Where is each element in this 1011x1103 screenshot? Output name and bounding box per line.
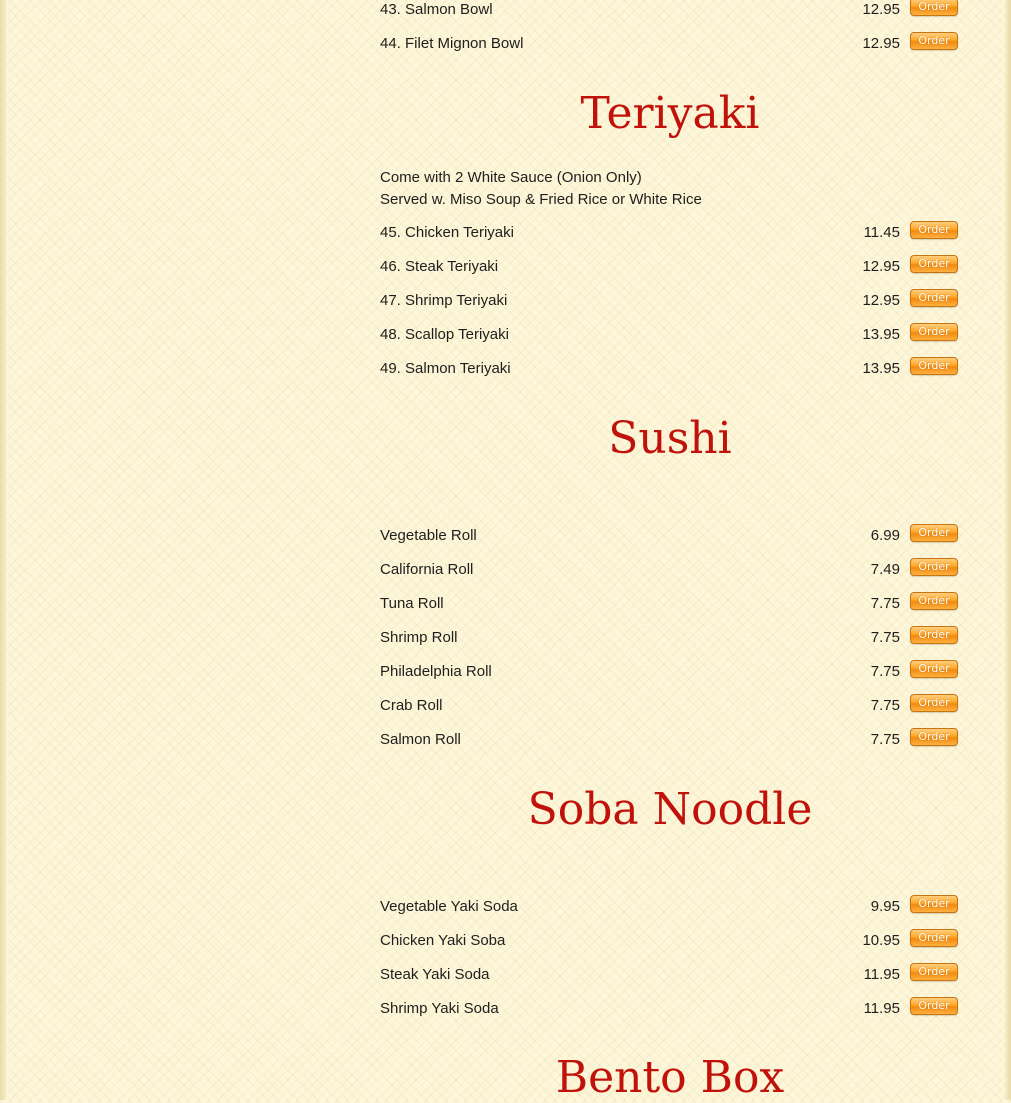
section-title-sushi: Sushi [608, 413, 732, 464]
order-button[interactable]: Order [910, 32, 958, 50]
order-button[interactable]: Order [910, 728, 958, 746]
menu-item-name: 46. Steak Teriyaki [380, 258, 499, 275]
menu-item-name: 48. Scallop Teriyaki [380, 326, 509, 343]
order-button[interactable]: Order [910, 524, 958, 542]
menu-item [380, 594, 960, 616]
menu-item-price: 7.75 [870, 731, 900, 748]
order-button[interactable]: Order [910, 289, 958, 307]
menu-item [380, 931, 960, 953]
order-button[interactable]: Order [910, 694, 958, 712]
menu-item [380, 965, 960, 987]
menu-item [380, 291, 960, 313]
menu-item-price: 7.75 [870, 697, 900, 714]
menu-item-price: 12.95 [862, 35, 900, 52]
menu-item-price: 12.95 [862, 292, 900, 309]
menu-item [380, 897, 960, 919]
order-button[interactable]: Order [910, 626, 958, 644]
menu-item [380, 662, 960, 684]
page-left-border [0, 0, 6, 1100]
order-button[interactable]: Order [910, 929, 958, 947]
menu-item [380, 325, 960, 347]
menu-item [380, 730, 960, 752]
menu-item [380, 999, 960, 1021]
menu-item-name: Philadelphia Roll [380, 663, 492, 680]
order-button[interactable]: Order [910, 895, 958, 913]
order-button[interactable]: Order [910, 323, 958, 341]
menu-item-name: Steak Yaki Soda [380, 966, 490, 983]
menu-item-name: 47. Shrimp Teriyaki [380, 292, 508, 309]
menu-item-name: California Roll [380, 561, 474, 578]
menu-item-name: Crab Roll [380, 697, 443, 714]
menu-item [380, 359, 960, 381]
section-title-teriyaki: Teriyaki [580, 88, 760, 139]
menu-item [380, 223, 960, 245]
page-right-border [1005, 0, 1011, 1100]
menu-item-name: Chicken Yaki Soba [380, 932, 506, 949]
order-button[interactable]: Order [910, 592, 958, 610]
menu-item-price: 7.75 [870, 663, 900, 680]
menu-item [380, 526, 960, 548]
menu-item-price: 7.49 [870, 561, 900, 578]
order-button[interactable]: Order [910, 357, 958, 375]
menu-item [380, 560, 960, 582]
menu-item-name: 45. Chicken Teriyaki [380, 224, 514, 241]
menu-item-name: Tuna Roll [380, 595, 444, 612]
menu-item-price: 6.99 [870, 527, 900, 544]
menu-item [380, 34, 960, 56]
menu-item-name: Shrimp Roll [380, 629, 458, 646]
menu-item-name: Vegetable Yaki Soda [380, 898, 518, 915]
menu-item-name: Vegetable Roll [380, 527, 477, 544]
menu-item-price: 11.95 [863, 966, 900, 983]
menu-item-price: 7.75 [870, 595, 900, 612]
menu-item-name: 44. Filet Mignon Bowl [380, 35, 524, 52]
menu-item-name: Shrimp Yaki Soda [380, 1000, 499, 1017]
menu-item-price: 13.95 [862, 326, 900, 343]
section-note: Served w. Miso Soup & Fried Rice or White Rice [380, 191, 702, 208]
menu-item-price: 10.95 [862, 932, 900, 949]
menu-item [380, 257, 960, 279]
order-button[interactable]: Order [910, 221, 958, 239]
order-button[interactable]: Order [910, 255, 958, 273]
menu-item-price: 11.95 [863, 1000, 900, 1017]
order-button[interactable]: Order [910, 558, 958, 576]
menu-item-name: 43. Salmon Bowl [380, 1, 493, 18]
menu-item-name: Salmon Roll [380, 731, 461, 748]
menu-item [380, 0, 960, 22]
menu-item-price: 9.95 [870, 898, 900, 915]
menu-item-name: 49. Salmon Teriyaki [380, 360, 511, 377]
order-button[interactable]: Order [910, 963, 958, 981]
menu-item-price: 7.75 [870, 629, 900, 646]
order-button[interactable]: Order [910, 0, 958, 16]
menu-item-price: 11.45 [863, 224, 900, 241]
menu-item-price: 12.95 [862, 1, 900, 18]
menu-item [380, 696, 960, 718]
section-note: Come with 2 White Sauce (Onion Only) [380, 169, 642, 186]
section-title-soba-noodle: Soba Noodle [527, 784, 813, 835]
order-button[interactable]: Order [910, 997, 958, 1015]
menu-item-price: 13.95 [862, 360, 900, 377]
section-title-bento-box: Bento Box [555, 1052, 785, 1103]
menu-item-price: 12.95 [862, 258, 900, 275]
menu-item [380, 628, 960, 650]
order-button[interactable]: Order [910, 660, 958, 678]
